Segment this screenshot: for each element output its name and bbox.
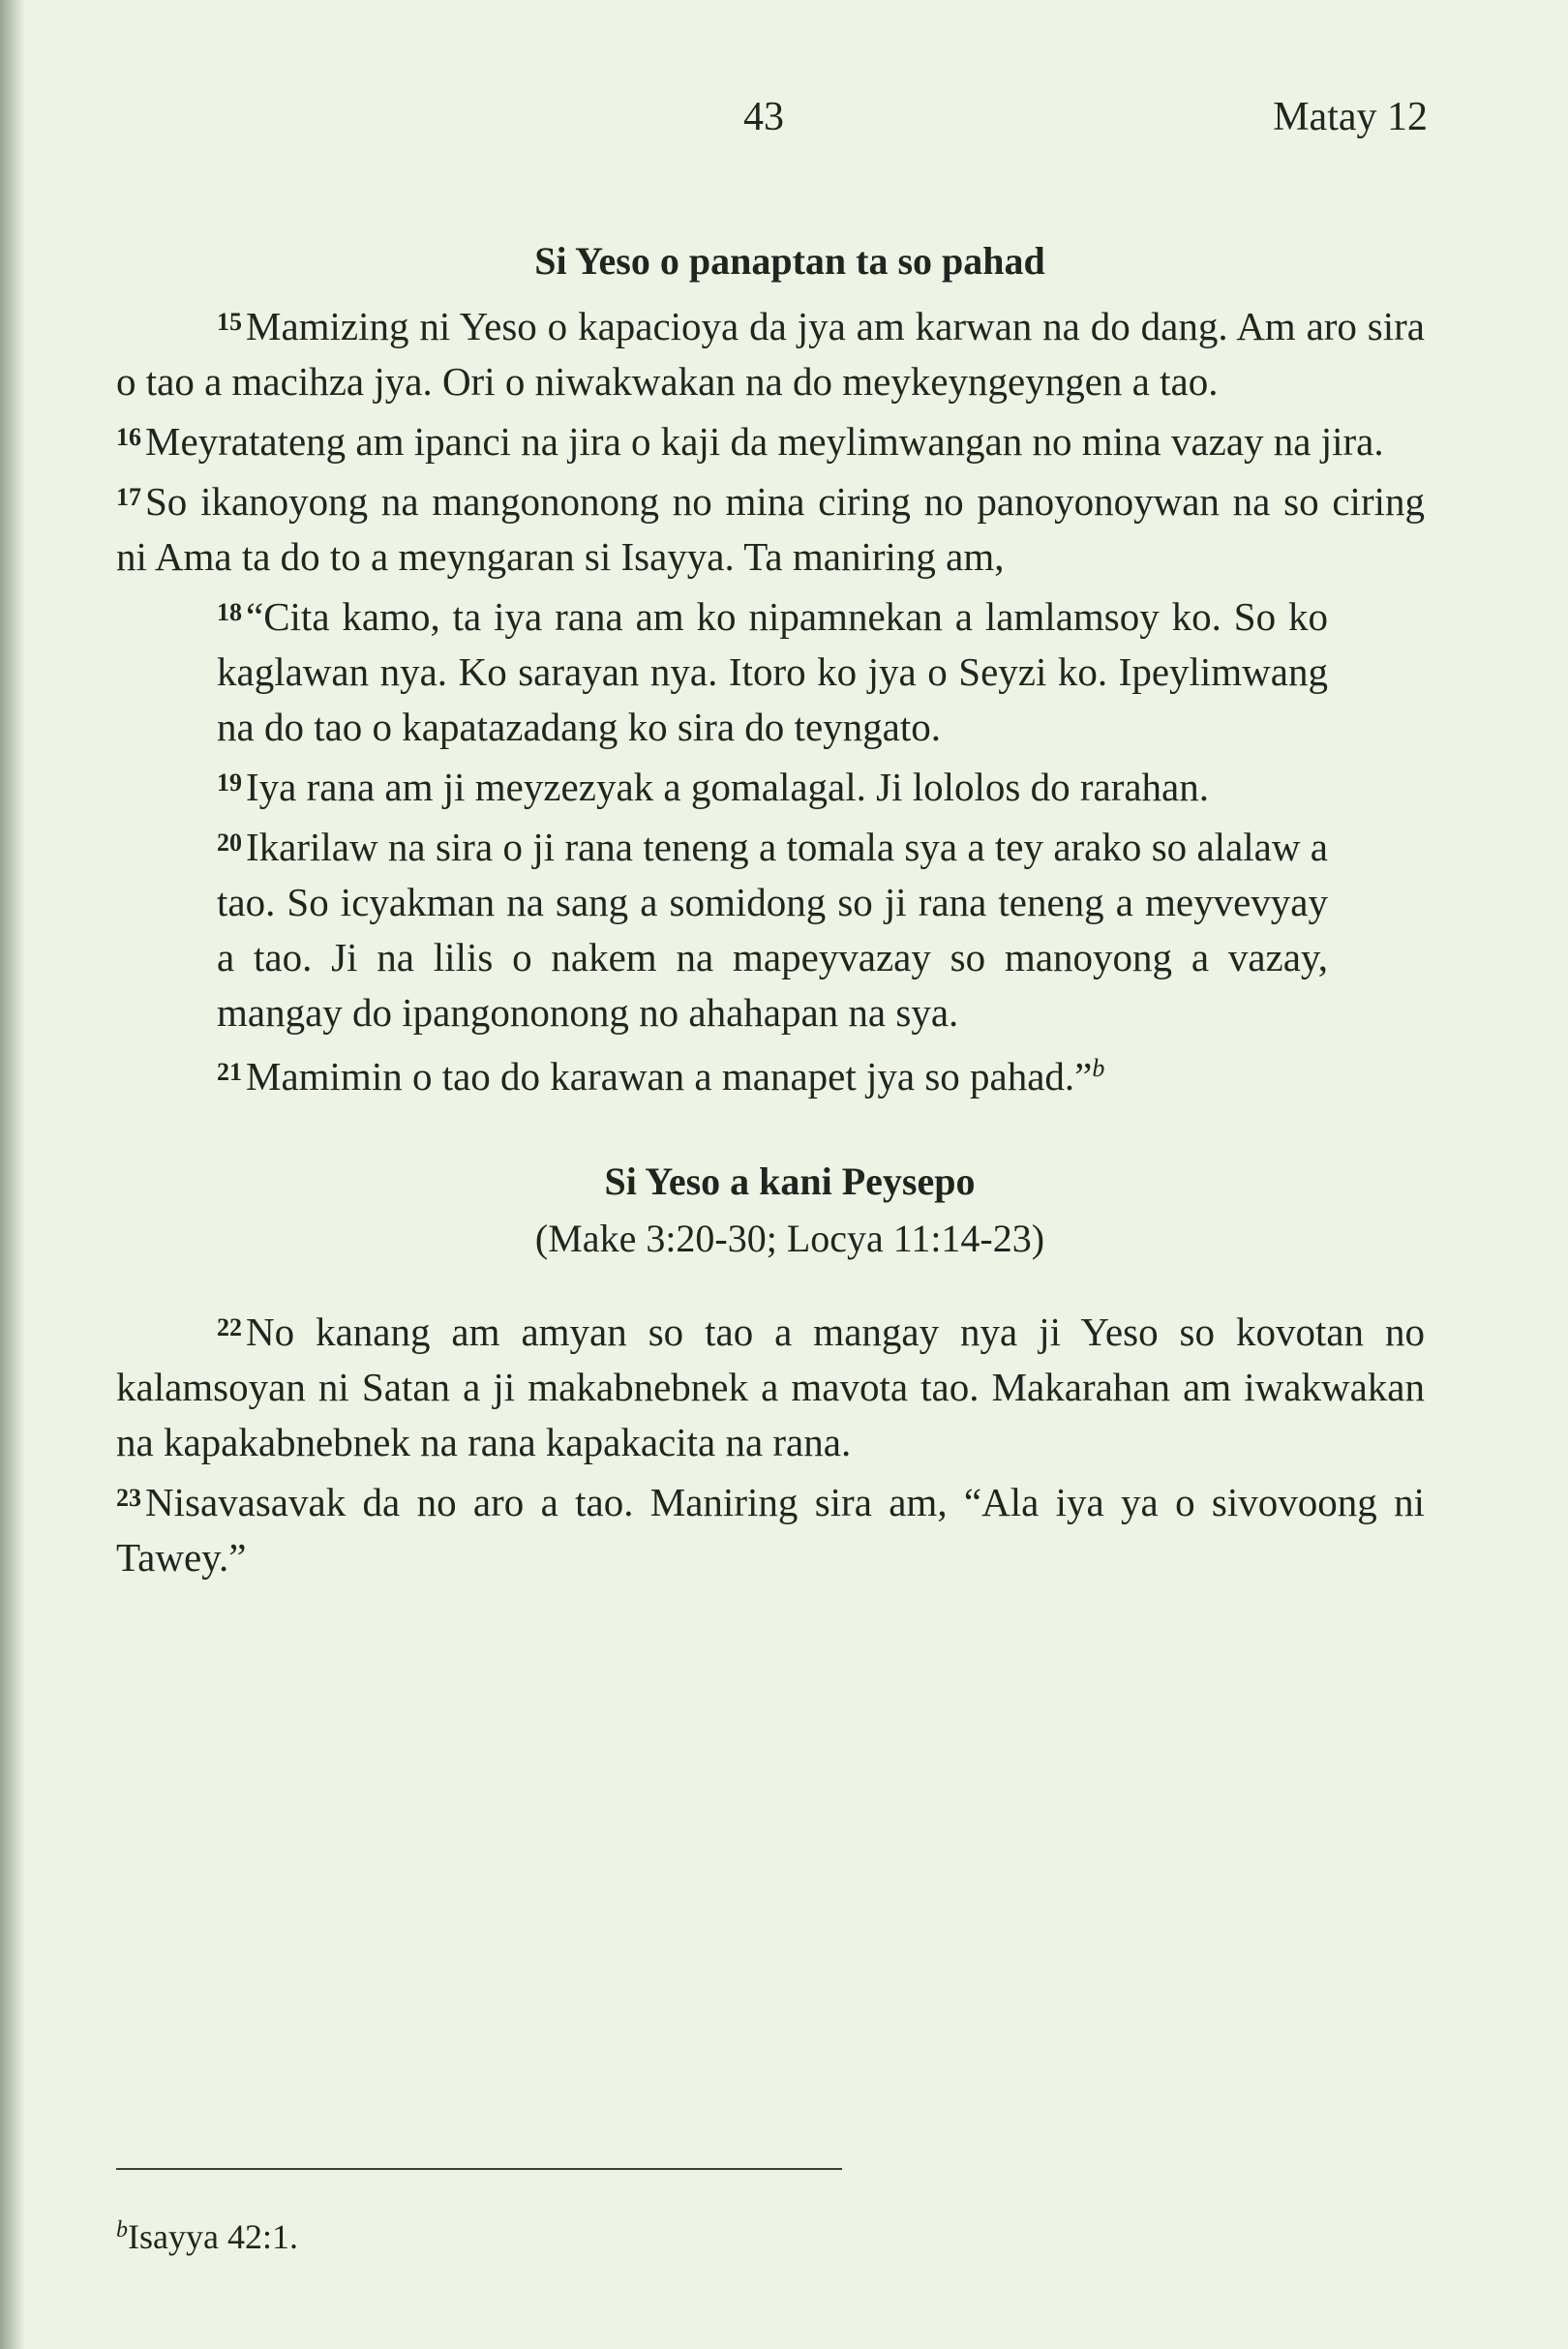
verse-text: “Cita kamo, ta iya rana am ko nipamnekan a lamlamsoy ko. So ko kaglawan nya. Ko sarayan nya. Itoro ko jya o Seyzi ko. Ipeylimwang na do tao o kapatazadang ko sira do teyngato.: [217, 594, 1328, 749]
verse-number: 18: [217, 598, 242, 626]
cross-reference: (Make 3:20-30; Locya 11:14-23): [534, 1217, 1045, 1260]
verse-paragraph: [116, 1300, 1425, 1470]
quotation-block: [217, 755, 1328, 815]
verse-paragraph: [116, 1470, 1425, 1585]
footnote: [116, 2209, 298, 2258]
footnote-marker[interactable]: b: [1092, 1054, 1105, 1082]
verse-number: 19: [217, 768, 242, 797]
section-heading: Si Yeso o panaptan ta so pahad: [534, 239, 1045, 283]
verse-text: So ikanoyong na mangononong no mina ciring no panoyonoywan na so ciring ni Ama ta do to a meyngaran si Isayya. Ta maniring am,: [116, 479, 1425, 579]
quotation-block: [217, 585, 1328, 755]
quotation-block: [217, 815, 1328, 1040]
verse-number: 20: [217, 828, 242, 857]
verse-paragraph: [116, 294, 1425, 409]
verse-text: Nisavasavak da no aro a tao. Maniring sira am, “Ala iya ya o sivovoong ni Tawey.”: [116, 1480, 1425, 1580]
verse-text: Iya rana am ji meyzezyak a gomalagal. Ji lololos do rarahan.: [246, 765, 1209, 809]
footnote-text: Isayya 42:1.: [128, 2217, 298, 2256]
verse-text: Meyratateng am ipanci na jira o kaji da meylimwangan no mina vazay na jira.: [145, 419, 1384, 464]
verse-paragraph: [116, 409, 1425, 469]
verse-text: Mamizing ni Yeso o kapacioya da jya am karwan na do dang. Am aro sira o tao a macihza jya. Ori o niwakwakan na do meykeyngeyngen a tao.: [116, 304, 1425, 404]
verse-number: 22: [217, 1313, 242, 1341]
footnote-divider: [116, 2168, 842, 2170]
page-number: 43: [743, 95, 784, 139]
text-column: [116, 232, 1425, 1585]
verse-text: Ikarilaw na sira o ji rana teneng a tomala sya a tey arako so alalaw a tao. So icyakman na sang a somidong so ji rana teneng a meyvevyay a tao. Ji na lilis o nakem na mapeyvazay so manoyong a vazay, mangay do ipangononong no ahahapan na sya.: [217, 825, 1328, 1035]
verse-text: Mamimin o tao do karawan a manapet jya so pahad.”: [246, 1054, 1093, 1099]
running-head: Matay 12: [1273, 95, 1428, 139]
verse-number: 21: [217, 1058, 242, 1086]
verse-number: 17: [116, 483, 141, 511]
verse-number: 16: [116, 423, 141, 451]
verse-number: 23: [116, 1484, 141, 1512]
section-heading: Si Yeso a kani Peysepo: [604, 1159, 976, 1203]
footnote-letter: b: [116, 2217, 128, 2243]
binding-shadow: [0, 0, 25, 2349]
quotation-block: [217, 1040, 1328, 1104]
verse-text: No kanang am amyan so tao a mangay nya ji Yeso so kovotan no kalamsoyan ni Satan a ji makabnebnek a mavota tao. Makarahan am iwakwakan na kapakabnebnek na rana kapakacita na rana.: [116, 1310, 1425, 1464]
verse-paragraph: [116, 469, 1425, 585]
verse-number: 15: [217, 308, 242, 336]
